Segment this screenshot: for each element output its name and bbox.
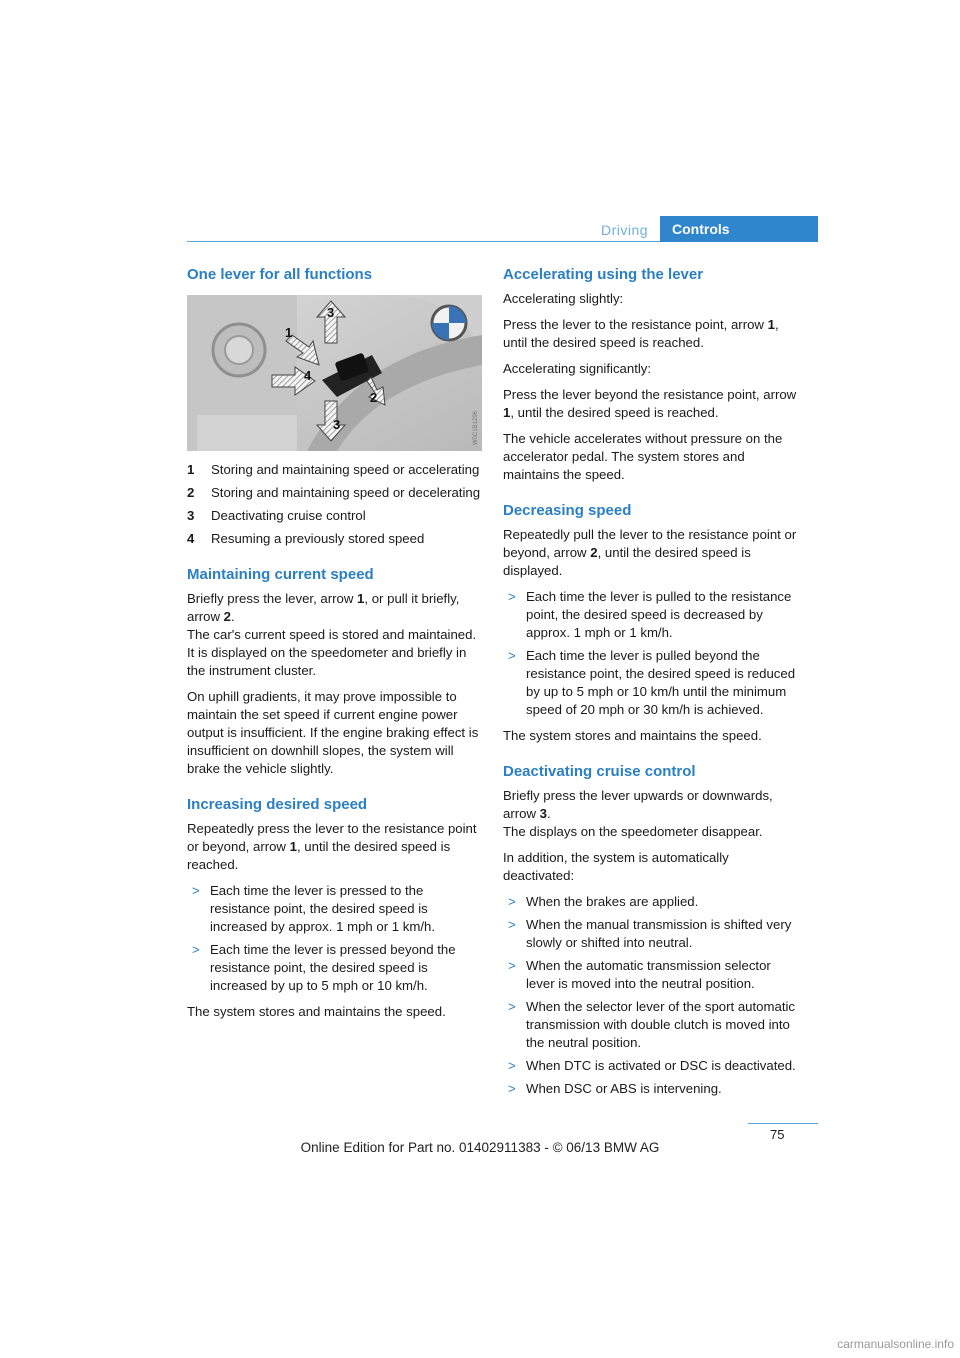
section-increasing: [187, 796, 482, 1021]
figure-label-1: 1: [285, 325, 293, 340]
section-deactivating: [503, 763, 803, 1098]
list-item: > Each time the lever is pressed beyond the resistance point, the desired speed is increased by up to 5 mph or 10 km/h.: [192, 942, 456, 993]
figure-code: W0C1B1296: [473, 410, 479, 445]
deactivating-list: [503, 893, 803, 1098]
accelerating-para-3: Accelerating significantly:: [503, 361, 652, 376]
list-item: > When the brakes are applied.: [508, 894, 699, 909]
left-column: [187, 266, 482, 1029]
figure-legend: [187, 461, 482, 548]
maintaining-para-2: On uphill gradients, it may prove impossible to maintain the set speed if current engine power output is insufficient. If the engine braking effect is insufficient on downhill slopes, the system will brake the vehicle slightly.: [187, 689, 479, 776]
list-item: > Each time the lever is pulled beyond the resistance point, the desired speed is reduced by up to 5 mph or 10 km/h until the minimum speed of 20 mph or 30 km/h is achieved.: [508, 648, 796, 717]
decreasing-para-2: The system stores and maintains the speed.: [503, 728, 762, 743]
section-accelerating: [503, 266, 803, 484]
figure-label-3-top: 3: [327, 305, 335, 320]
cruise-control-lever-figure: [187, 295, 482, 451]
heading-one-lever: One lever for all functions: [187, 266, 373, 283]
decreasing-list: [503, 588, 803, 719]
header-chapter-tab: Controls: [660, 216, 818, 242]
list-item: > When the selector lever of the sport automatic transmission with double clutch is moved into the neutral position.: [508, 999, 796, 1050]
figure-label-2: 2: [370, 390, 378, 405]
watermark: carmanualsonline.info: [837, 1337, 954, 1351]
legend-item: 4 Resuming a previously stored speed: [187, 531, 425, 546]
heading-deactivating: Deactivating cruise control: [503, 763, 696, 780]
accelerating-para-2: Press the lever to the resistance point, arrow 1, until the desired speed is reached.: [503, 317, 779, 350]
right-column: [503, 266, 803, 1106]
heading-decreasing: Decreasing speed: [503, 502, 632, 519]
list-item: > When DTC is activated or DSC is deactivated.: [508, 1058, 796, 1073]
figure-label-4: 4: [304, 368, 312, 383]
decreasing-para-1: Repeatedly pull the lever to the resistance point or beyond, arrow 2, until the desired speed is displayed.: [503, 527, 797, 578]
deactivating-para-1: Briefly press the lever upwards or downwards, arrow 3. The displays on the speedometer disappear.: [503, 788, 773, 839]
deactivating-para-2: In addition, the system is automatically deactivated:: [503, 850, 729, 883]
section-decreasing: [503, 502, 803, 745]
footer-rule: [748, 1123, 818, 1124]
heading-increasing: Increasing desired speed: [187, 796, 368, 813]
list-item: > Each time the lever is pressed to the resistance point, the desired speed is increased by approx. 1 mph or 1 km/h.: [192, 883, 436, 934]
heading-maintaining: Maintaining current speed: [187, 566, 374, 583]
list-item: > When the automatic transmission selector lever is moved into the neutral position.: [508, 958, 771, 991]
maintaining-para-1: Briefly press the lever, arrow 1, or pull it briefly, arrow 2. The car's current speed is stored and maintained. It is displayed on the speedometer and briefly in the instrument cluster.: [187, 591, 477, 678]
increasing-para-2: The system stores and maintains the speed.: [187, 1004, 446, 1019]
list-item: > When the manual transmission is shifted very slowly or shifted into neutral.: [508, 917, 792, 950]
list-item: > When DSC or ABS is intervening.: [508, 1081, 722, 1096]
legend-item: 1 Storing and maintaining speed or accelerating: [187, 462, 480, 477]
heading-accelerating: Accelerating using the lever: [503, 266, 704, 283]
increasing-list: [187, 882, 482, 995]
accelerating-para-4: Press the lever beyond the resistance point, arrow 1, until the desired speed is reached.: [503, 387, 797, 420]
page-number: 75: [770, 1127, 785, 1142]
legend-item: 3 Deactivating cruise control: [187, 508, 366, 523]
accelerating-para-1: Accelerating slightly:: [503, 291, 624, 306]
figure-label-3-bottom: 3: [333, 417, 341, 432]
list-item: > Each time the lever is pulled to the resistance point, the desired speed is decreased by approx. 1 mph or 1 km/h.: [508, 589, 792, 640]
legend-item: 2 Storing and maintaining speed or decelerating: [187, 485, 481, 500]
accelerating-para-5: The vehicle accelerates without pressure on the accelerator pedal. The system stores and maintains the speed.: [503, 431, 783, 482]
header-section: Driving: [601, 222, 649, 238]
section-maintaining: [187, 566, 482, 778]
increasing-para-1: Repeatedly press the lever to the resistance point or beyond, arrow 1, until the desired speed is reached.: [187, 821, 477, 872]
edition-footer: Online Edition for Part no. 01402911383 - © 06/13 BMW AG: [300, 1140, 660, 1155]
